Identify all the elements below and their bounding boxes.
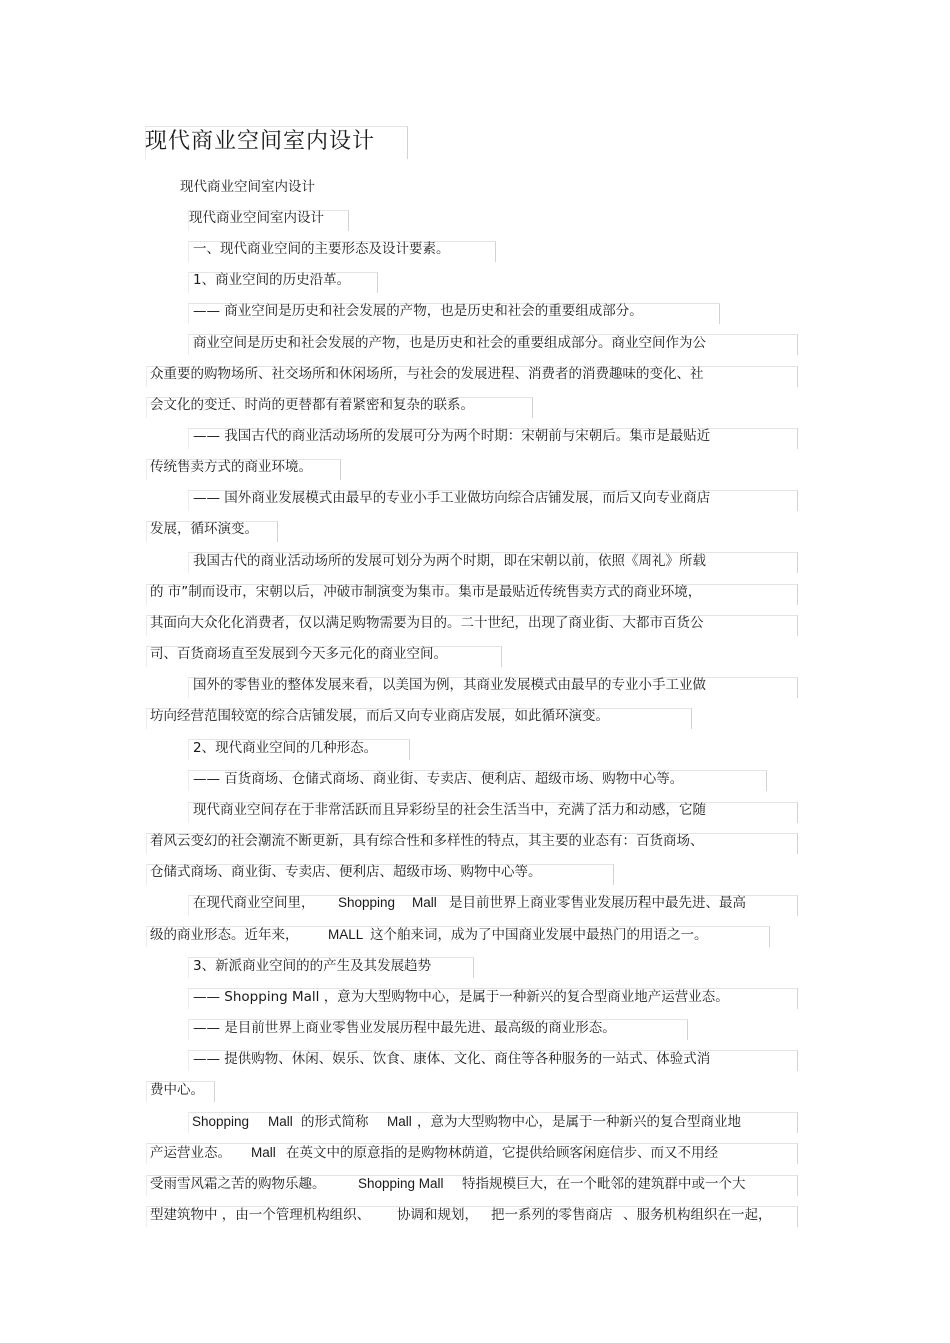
term-mall-upper: MALL	[328, 927, 364, 942]
bullet-line: —— Shopping Mall ，意为大型购物中心，是属于一种新兴的复合型商业地产运营业态。	[193, 989, 729, 1005]
bullet-line: —— 我国古代的商业活动场所的发展可分为两个时期：宋朝前与宋朝后。集市是最贴近	[193, 428, 711, 444]
paragraph-line: 传统售卖方式的商业环境。	[150, 459, 312, 475]
term-shopping: Shopping	[338, 895, 396, 910]
paragraph-line: 会文化的变迁、时尚的更替都有着紧密和复杂的联系。	[150, 397, 474, 413]
paragraph-line: 着风云变幻的社会潮流不断更新，具有综合性和多样性的特点，其主要的业态有：百货商场、	[150, 833, 704, 849]
paragraph-line: 的 市”制而设市，宋朝以后，冲破市制演变为集市。集市是最贴近传统售卖方式的商业环境，	[150, 584, 702, 600]
paragraph-line: 商业空间是历史和社会发展的产物，也是历史和社会的重要组成部分。商业空间作为公	[193, 335, 706, 351]
paragraph-line: 仓储式商场、商业街、专卖店、便利店、超级市场、购物中心等。	[150, 864, 542, 880]
paragraph-line: 在现代商业空间里，	[193, 895, 315, 911]
subtitle-line: 现代商业空间室内设计	[180, 179, 315, 195]
bullet-line: —— 国外商业发展模式由最早的专业小手工业做坊向综合店铺发展，而后又向专业商店	[193, 490, 711, 506]
paragraph-line: 是目前世界上商业零售业发展历程中最先进、最高	[449, 895, 746, 911]
paragraph-line: 其面向大众化化消费者，仅以满足购物需要为目的。二十世纪，出现了商业街、大都市百货公	[150, 615, 704, 631]
paragraph-line: 发展，循环演变。	[150, 521, 258, 537]
paragraph-line: 受雨雪风霜之苦的购物乐趣。	[150, 1176, 326, 1192]
term-mall: Mall	[268, 1114, 293, 1129]
section-heading: 一、现代商业空间的主要形态及设计要素。	[193, 241, 450, 257]
paragraph-line: 众重要的购物场所、社交场所和休闲场所，与社会的发展进程、消费者的消费趣味的变化、社	[150, 366, 704, 382]
paragraph-line: 级的商业形态。近年来，	[150, 927, 299, 943]
paragraph-line: 这个舶来词，成为了中国商业发展中最热门的用语之一。	[370, 927, 708, 943]
paragraph-line: 协调和规划，	[397, 1207, 478, 1223]
document-title: 现代商业空间室内设计	[145, 129, 376, 154]
bullet-line: —— 商业空间是历史和社会发展的产物，也是历史和社会的重要组成部分。	[193, 303, 643, 319]
bullet-line: —— 百货商场、仓储式商场、商业街、专卖店、便利店、超级市场、购物中心等。	[193, 771, 684, 787]
paragraph-line: 在英文中的原意指的是购物林荫道，它提供给顾客闲庭信步、而又不用经	[286, 1145, 718, 1161]
paragraph-line: 坊向经营范围较宽的综合店铺发展，而后又向专业商店发展，如此循环演变。	[150, 708, 609, 724]
term-shopping-mall: Shopping Mall	[358, 1176, 444, 1191]
paragraph-line: 产运营业态。	[150, 1145, 231, 1161]
paragraph-line: 、服务机构组织在一起，	[623, 1207, 772, 1223]
subsection-heading: 3、新派商业空间的的产生及其发展趋势	[193, 958, 432, 974]
term-mall: Mall	[251, 1145, 276, 1160]
paragraph-line: 的形式简称	[301, 1114, 369, 1130]
paragraph-line: 把一系列的零售商店	[491, 1207, 613, 1223]
paragraph-line: 特指规模巨大，在一个毗邻的建筑群中或一个大	[462, 1176, 746, 1192]
paragraph-line: 我国古代的商业活动场所的发展可划分为两个时期，即在宋朝以前，依照《周礼》所载	[193, 553, 706, 569]
bullet-line: —— 是目前世界上商业零售业发展历程中最先进、最高级的商业形态。	[193, 1020, 616, 1036]
bullet-line: —— 提供购物、休闲、娱乐、饮食、康体、文化、商住等各种服务的一站式、体验式消	[193, 1051, 711, 1067]
subtitle-line: 现代商业空间室内设计	[189, 210, 324, 226]
paragraph-line: 国外的零售业的整体发展来看，以美国为例，其商业发展模式由最早的专业小手工业做	[193, 677, 706, 693]
paragraph-line: 费中心。	[150, 1082, 204, 1098]
paragraph-line: 型建筑物中 ，由一个管理机构组织、	[150, 1207, 371, 1223]
paragraph-line: 司、百货商场直至发展到今天多元化的商业空间。	[150, 646, 447, 662]
paragraph-line: 现代商业空间存在于非常活跃而且异彩纷呈的社会生活当中，充满了活力和动感，它随	[193, 802, 706, 818]
paragraph-line: ，意为大型购物中心，是属于一种新兴的复合型商业地	[417, 1114, 741, 1130]
term-mall: Mall	[412, 895, 437, 910]
subsection-heading: 2、现代商业空间的几种形态。	[193, 740, 378, 756]
subsection-heading: 1、商业空间的历史沿革。	[193, 272, 351, 288]
term-mall: Mall	[387, 1114, 412, 1129]
term-shopping: Shopping	[192, 1114, 250, 1129]
